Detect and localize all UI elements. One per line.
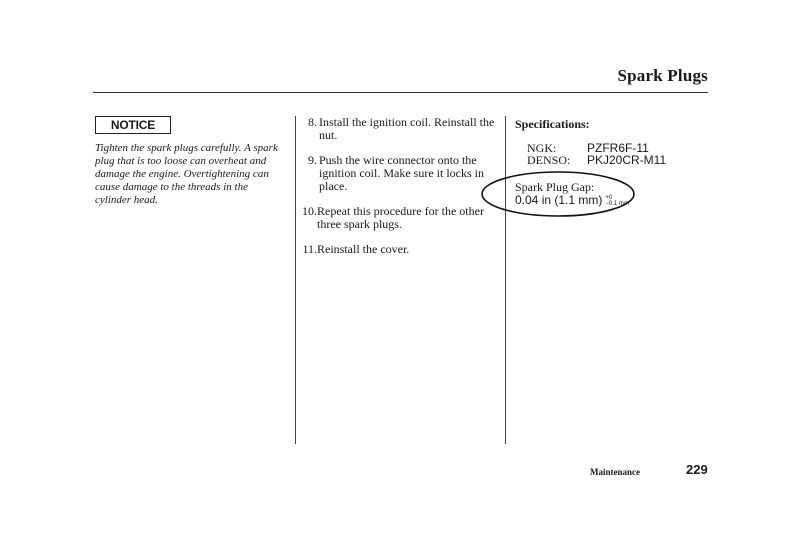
step-item (300, 154, 496, 193)
notice-badge: NOTICE (95, 116, 171, 134)
step-text: Install the ignition coil. Reinstall the nut. (319, 115, 495, 142)
page-title: Spark Plugs (617, 66, 708, 85)
footer-section-name: Maintenance (590, 467, 640, 477)
spec-part-number: PKJ20CR-M11 (587, 153, 667, 167)
spark-plug-gap-label: Spark Plug Gap: (515, 180, 595, 194)
spec-brand: NGK: (527, 141, 557, 155)
step-text: Reinstall the cover. (317, 242, 410, 256)
spec-brand: DENSO: (527, 153, 571, 167)
gap-highlight-circle (480, 170, 636, 218)
step-number: 10. (302, 204, 317, 218)
gap-tolerance-plus: +0 (605, 194, 613, 201)
step-number: 8. (308, 115, 317, 129)
notice-text: Tighten the spark plugs carefully. A spark plug that is too loose can overheat and damage the engine. Overtightening can cause damage to the threads in the cylinder head. (95, 142, 278, 206)
gap-tolerance-minus: −0.1 mm (605, 200, 629, 207)
column-divider-right (505, 116, 506, 444)
header-rule (93, 92, 708, 93)
spec-row-denso (527, 154, 666, 167)
step-text: Repeat this procedure for the other three spark plugs. (317, 204, 484, 231)
step-item (300, 205, 496, 231)
step-item (300, 243, 496, 256)
step-item (300, 116, 496, 142)
step-text: Push the wire connector onto the ignition coil. Make sure it locks in place. (319, 153, 484, 193)
page-number: 229 (686, 462, 708, 477)
spec-part-number: PZFR6F-11 (587, 141, 649, 155)
gap-measurement: 0.04 in (1.1 mm) (515, 193, 603, 207)
step-number: 11. (302, 242, 317, 256)
procedure-steps (300, 116, 496, 268)
step-number: 9. (308, 153, 317, 167)
column-divider-left (295, 116, 296, 444)
specifications-heading: Specifications: (515, 117, 590, 131)
